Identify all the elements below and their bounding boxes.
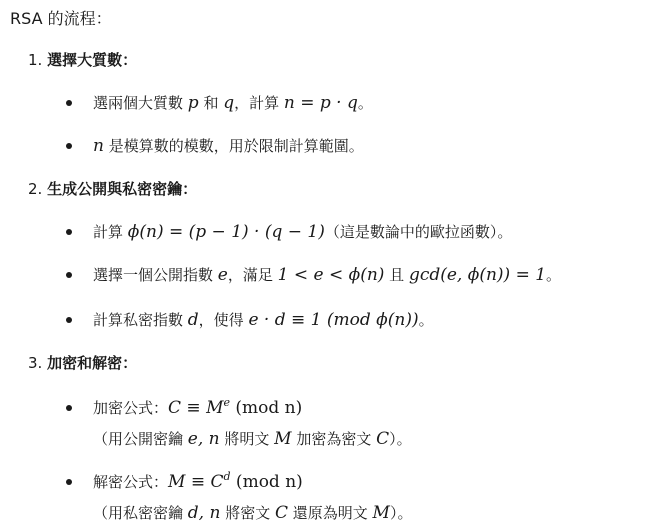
text: ）。 — [389, 504, 413, 522]
text: 選兩個大質數 — [93, 94, 188, 112]
list-item — [93, 135, 364, 157]
text: 解密公式： — [93, 473, 169, 491]
math: n = p · q — [283, 93, 358, 113]
text: 是模算數的模數，用於限制計算範圍。 — [103, 137, 364, 155]
math: n — [93, 136, 104, 156]
text: 選擇一個公開指數 — [93, 266, 218, 284]
math: M — [372, 503, 390, 523]
text: ，滿足 — [227, 266, 278, 284]
text: 。 — [546, 266, 562, 284]
list-item — [93, 264, 561, 286]
text: （用私密密鑰 — [93, 504, 188, 522]
document-title: RSA 的流程： — [10, 9, 112, 28]
text: （這是數論中的歐拉函數）。 — [324, 223, 513, 241]
math: d, n — [187, 503, 221, 523]
text: 將密文 — [220, 504, 275, 522]
bullet-marker — [66, 229, 72, 235]
section-number: 1. — [28, 51, 43, 69]
text: 將明文 — [219, 430, 275, 448]
section-title: 生成公開與私密密鑰： — [47, 180, 198, 198]
text: （用公開密鑰 — [93, 430, 188, 448]
list-item — [93, 471, 303, 493]
math-base: C ≡ M — [168, 398, 224, 418]
text: 計算 — [93, 223, 128, 241]
math — [168, 472, 231, 492]
text: 和 — [198, 94, 224, 112]
math: gcd(e, ϕ(n)) = 1 — [408, 265, 547, 285]
math: M — [274, 429, 292, 449]
section-title: 選擇大質數： — [47, 51, 138, 69]
text: ）。 — [389, 430, 412, 448]
bullet-marker — [66, 479, 72, 485]
text: ，計算 — [234, 94, 284, 112]
section-heading-2 — [28, 178, 197, 200]
text: 且 — [384, 266, 409, 284]
text: 加密公式： — [93, 399, 169, 417]
list-item-continuation — [93, 428, 412, 450]
list-item — [93, 221, 512, 243]
bullet-marker — [66, 143, 72, 149]
list-item-continuation — [93, 502, 412, 524]
math: (mod n) — [230, 472, 303, 492]
list-item — [93, 92, 373, 114]
section-heading-1 — [28, 49, 137, 71]
math: 1 < e < ϕ(n) — [277, 265, 385, 285]
math: e, n — [187, 429, 220, 449]
math: e — [217, 265, 228, 285]
text: 計算私密指數 — [93, 311, 188, 329]
text: 加密為密文 — [291, 430, 377, 448]
section-number: 2. — [28, 180, 43, 198]
math-superscript: e — [223, 396, 230, 409]
text: ，使得 — [198, 311, 249, 329]
text: 還原為明文 — [287, 504, 373, 522]
section-title: 加密和解密： — [47, 354, 138, 372]
math: (mod n) — [230, 398, 303, 418]
bullet-marker — [66, 317, 72, 323]
math: q — [223, 93, 235, 113]
list-item — [93, 309, 434, 331]
text: 。 — [357, 94, 373, 112]
math: C — [376, 429, 390, 449]
math-base: M ≡ C — [168, 472, 224, 492]
bullet-marker — [66, 405, 72, 411]
math: p — [187, 93, 199, 113]
section-heading-3 — [28, 352, 137, 374]
section-number: 3. — [28, 354, 43, 372]
math: ϕ(n) = (p − 1) · (q − 1) — [127, 222, 325, 242]
bullet-marker — [66, 272, 72, 278]
math — [168, 398, 230, 418]
math: e · d ≡ 1 (mod ϕ(n)) — [248, 310, 419, 330]
math: d — [187, 310, 199, 330]
list-item — [93, 397, 302, 419]
bullet-marker — [66, 100, 72, 106]
math-superscript: d — [223, 470, 231, 483]
math: C — [274, 503, 288, 523]
text: 。 — [418, 311, 434, 329]
